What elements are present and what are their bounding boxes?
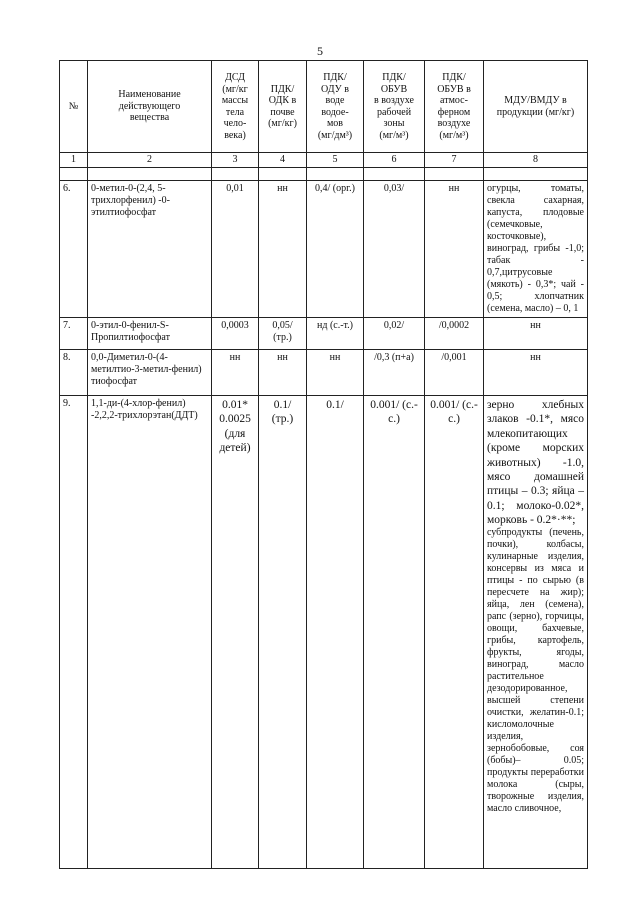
header-atmospheric-air: ПДК/ ОБУВ в атмос- ферном воздухе (мг/м³) bbox=[425, 61, 484, 153]
water-value: 0.1/ bbox=[307, 396, 364, 869]
substance-name: 0-метил-0-(2,4, 5-трихлорфенил) -0-этилтиофосфат bbox=[88, 181, 212, 318]
column-number: 1 bbox=[60, 153, 88, 168]
header-water: ПДК/ ОДУ в воде водое- мов (мг/дм³) bbox=[307, 61, 364, 153]
header-mdu: МДУ/ВМДУ в продукции (мг/кг) bbox=[484, 61, 588, 153]
column-number-row bbox=[60, 153, 588, 168]
column-number: 4 bbox=[259, 153, 307, 168]
soil-value: 0,05/ (тр.) bbox=[259, 318, 307, 350]
header-soil: ПДК/ ОДК в почве (мг/кг) bbox=[259, 61, 307, 153]
row-number: 6. bbox=[60, 181, 88, 318]
table-row bbox=[60, 396, 588, 869]
header-work-air: ПДК/ ОБУВ в воздухе рабочей зоны (мг/м³) bbox=[364, 61, 425, 153]
water-value: нд (с.-т.) bbox=[307, 318, 364, 350]
column-number: 3 bbox=[212, 153, 259, 168]
row-number: 9. bbox=[60, 396, 88, 869]
water-value: нн bbox=[307, 350, 364, 396]
work-air-value: 0.001/ (с.-с.) bbox=[364, 396, 425, 869]
dsd-value: нн bbox=[212, 350, 259, 396]
column-number: 7 bbox=[425, 153, 484, 168]
work-air-value: 0,02/ bbox=[364, 318, 425, 350]
column-number: 8 bbox=[484, 153, 588, 168]
dsd-value: 0.01* 0.0025 (для детей) bbox=[212, 396, 259, 869]
substance-name: 0,0-Диметил-0-(4-метилтио-3-метил-фенил) тиофосфат bbox=[88, 350, 212, 396]
work-air-value: /0,3 (п+а) bbox=[364, 350, 425, 396]
mdu-text-part1: зерно хлебных злаков -0.1*, мясо млекопитающих (кроме морских животных) -1.0, мясо домашней птицы – 0.3; яйца – 0.1; молоко-0.02*, морковь - 0.2*·**; bbox=[487, 399, 584, 526]
row-number: 7. bbox=[60, 318, 88, 350]
pesticide-standards-table bbox=[59, 60, 588, 869]
row-number: 8. bbox=[60, 350, 88, 396]
mdu-text-part2: субпродукты (печень, почки), колбасы, кулинарные изделия, консервы из мяса и птицы - по сырью (в пересчете на жир); яйца, лен (семена), рапс (зерно), горчицы, овощи, бахчевые, грибы, картофель, фрукты, ягоды, виноград, масло растительное дезодорированное, высшей степени очистки, желатин-0.1; кисломолочные изделия, зернобобовые, соя (бобы)– 0.05; продукты переработки молока (сыры, творожные изделия, масло сливочное, bbox=[487, 527, 584, 815]
table-row bbox=[60, 350, 588, 396]
atm-air-value: /0,0002 bbox=[425, 318, 484, 350]
atm-air-value: нн bbox=[425, 181, 484, 318]
soil-value: нн bbox=[259, 181, 307, 318]
soil-value: 0.1/ (тр.) bbox=[259, 396, 307, 869]
header-row bbox=[60, 61, 588, 153]
column-number: 6 bbox=[364, 153, 425, 168]
substance-name: 0-этил-0-фенил-S-Пропилтиофосфат bbox=[88, 318, 212, 350]
atm-air-value: /0,001 bbox=[425, 350, 484, 396]
table-row bbox=[60, 318, 588, 350]
water-value: 0,4/ (орг.) bbox=[307, 181, 364, 318]
mdu-value: нн bbox=[484, 350, 588, 396]
mdu-value: нн bbox=[484, 318, 588, 350]
dsd-value: 0,0003 bbox=[212, 318, 259, 350]
mdu-value bbox=[484, 396, 588, 869]
header-substance-name: Наименование действующего вещества bbox=[88, 61, 212, 153]
header-number: № bbox=[60, 61, 88, 153]
page-number: 5 bbox=[317, 44, 323, 58]
column-number: 5 bbox=[307, 153, 364, 168]
work-air-value: 0,03/ bbox=[364, 181, 425, 318]
dsd-value: 0,01 bbox=[212, 181, 259, 318]
header-dsd: ДСД (мг/кг массы тела чело- века) bbox=[212, 61, 259, 153]
spacer-row bbox=[60, 168, 588, 181]
mdu-value: огурцы, томаты, свекла сахарная, капуста, плодовые (семечковые, косточковые), виноград, грибы -1,0; табак - 0,7,цитрусовые (мякоть) - 0,3*; чай - 0,5; хлопчатник (семена, масло) – 0, 1 bbox=[484, 181, 588, 318]
atm-air-value: 0.001/ (с.-с.) bbox=[425, 396, 484, 869]
column-number: 2 bbox=[88, 153, 212, 168]
substance-name: 1,1-ди-(4-хлор-фенил) -2,2,2-трихлорэтан(ДДТ) bbox=[88, 396, 212, 869]
soil-value: нн bbox=[259, 350, 307, 396]
table-row bbox=[60, 181, 588, 318]
